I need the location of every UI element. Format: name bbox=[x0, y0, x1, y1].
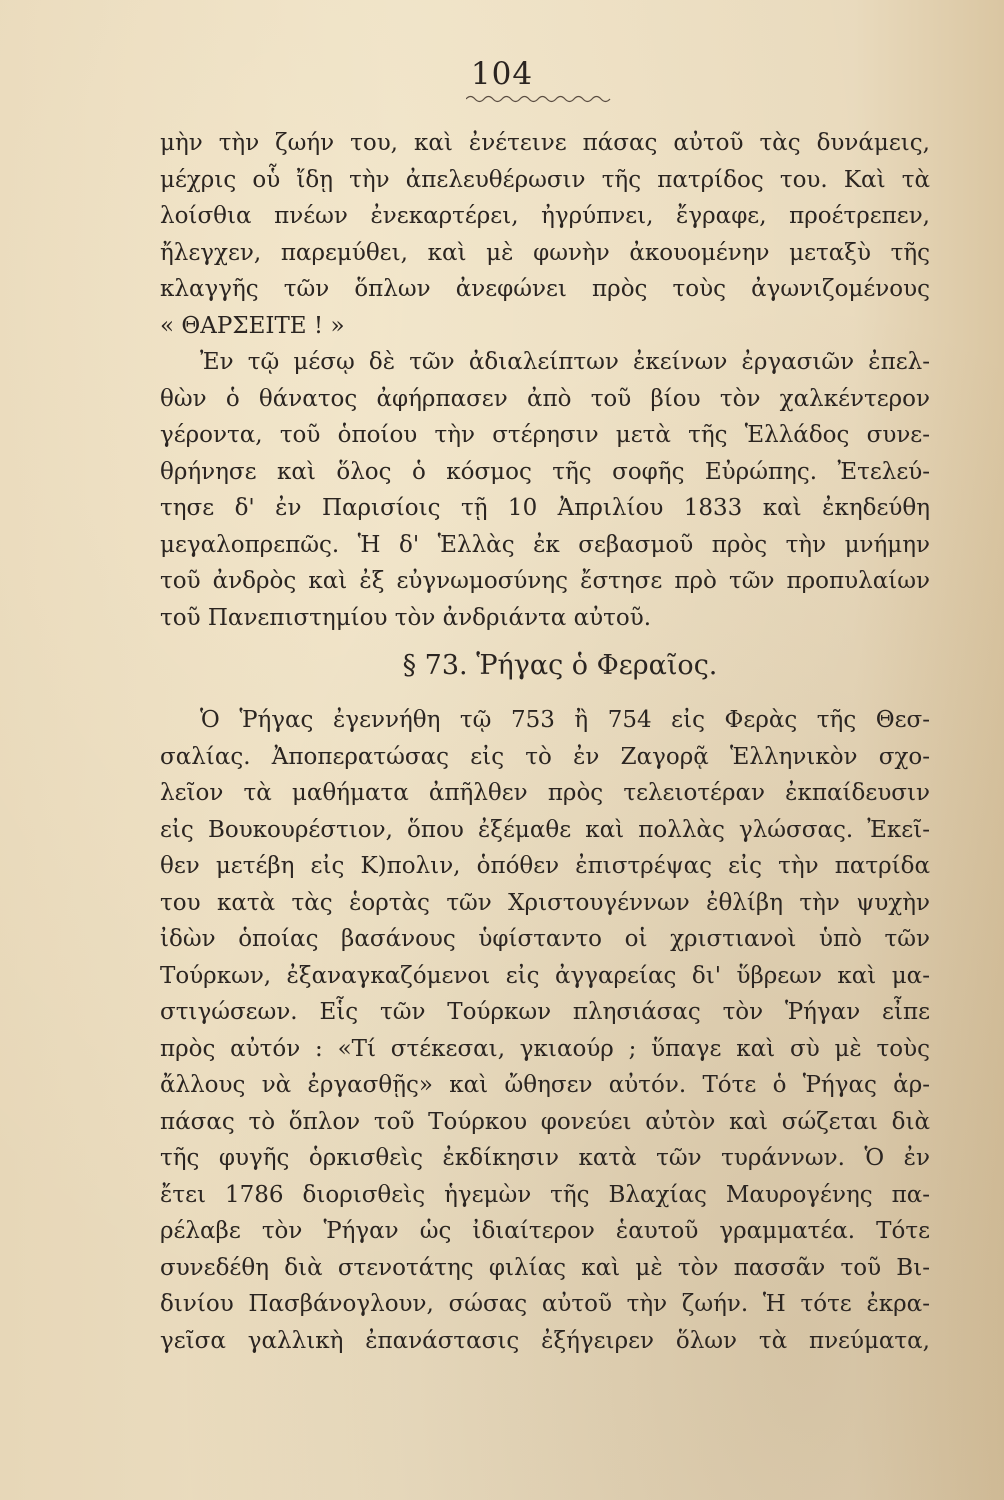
text-line: μεγαλοπρεπῶς. Ἡ δ' Ἑλλὰς ἐκ σεβασμοῦ πρὸς τὴν μνήμην bbox=[160, 531, 930, 558]
text-line: γέροντα, τοῦ ὁποίου τὴν στέρησιν μετὰ τῆς Ἑλλάδος συνε- bbox=[160, 422, 930, 448]
wavy-ornament bbox=[466, 92, 612, 106]
text-line: πάσας τὸ ὅπλον τοῦ Τούρκου φονεύει αὐτὸν καὶ σώζεται διὰ bbox=[160, 1108, 930, 1135]
paragraph-2 bbox=[160, 344, 930, 636]
text-line: δινίου Πασβάνογλουν, σώσας αὐτοῦ τὴν ζωήν. Ἡ τότε ἐκρα- bbox=[160, 1291, 930, 1317]
section-heading: § 73. Ῥήγας ὁ Φεραῖος. bbox=[402, 650, 718, 681]
text-line: θὼν ὁ θάνατος ἀφήρπασεν ἀπὸ τοῦ βίου τὸν χαλκέντερον bbox=[160, 385, 930, 412]
text-line: ἤλεγχεν, παρεμύθει, καὶ μὲ φωνὴν ἀκουομένην μεταξὺ τῆς bbox=[160, 239, 930, 266]
text-line: Ὁ Ῥήγας ἐγεννήθη τῷ 753 ἢ 754 εἰς Φερὰς τῆς Θεσ- bbox=[200, 707, 930, 733]
paragraph-3 bbox=[160, 702, 930, 1359]
text-line: μὴν τὴν ζωήν του, καὶ ἐνέτεινε πάσας αὐτοῦ τὰς δυνάμεις, bbox=[160, 130, 930, 156]
text-line: κλαγγῆς τῶν ὅπλων ἀνεφώνει πρὸς τοὺς ἀγωνιζομένους bbox=[160, 276, 930, 302]
text-line: τησε δ' ἐν Παρισίοις τῇ 10 Ἀπριλίου 1833 καὶ ἐκηδεύθη bbox=[160, 495, 930, 521]
text-line: τοῦ Πανεπιστημίου τὸν ἀνδριάντα αὐτοῦ. bbox=[160, 604, 652, 631]
text-line: ρέλαβε τὸν Ῥήγαν ὡς ἰδιαίτερον ἑαυτοῦ γραμματέα. Τότε bbox=[160, 1218, 930, 1244]
text-line: Τούρκων, ἐξαναγκαζόμενοι εἰς ἀγγαρείας δι' ὕβρεων καὶ μα- bbox=[160, 962, 930, 989]
text-line: ἔτει 1786 διορισθεὶς ἡγεμὼν τῆς Βλαχίας Μαυρογένης πα- bbox=[160, 1181, 930, 1208]
text-line: λεῖον τὰ μαθήματα ἀπῆλθεν πρὸς τελειοτέραν ἐκπαίδευσιν bbox=[160, 780, 930, 806]
text-line: λοίσθια πνέων ἐνεκαρτέρει, ἠγρύπνει, ἔγραφε, προέτρεπεν, bbox=[160, 203, 930, 229]
text-line: ἄλλους νὰ ἐργασθῇς» καὶ ὤθησεν αὐτόν. Τότε ὁ Ῥήγας ἁρ- bbox=[160, 1072, 930, 1098]
text-line: τοῦ ἀνδρὸς καὶ ἐξ εὐγνωμοσύνης ἔστησε πρὸ τῶν προπυλαίων bbox=[160, 568, 930, 594]
text-line: εἰς Βουκουρέστιον, ὅπου ἐξέμαθε καὶ πολλὰς γλώσσας. Ἐκεῖ- bbox=[160, 816, 930, 843]
text-line: πρὸς αὐτόν : «Τί στέκεσαι, γκιαούρ ; ὕπαγε καὶ σὺ μὲ τοὺς bbox=[160, 1035, 930, 1062]
page-number: 104 bbox=[470, 56, 534, 92]
text-line: συνεδέθη διὰ στενοτάτης φιλίας καὶ μὲ τὸν πασσᾶν τοῦ Βι- bbox=[160, 1254, 930, 1281]
text-line: τῆς φυγῆς ὁρκισθεὶς ἐκδίκησιν κατὰ τῶν τυράννων. Ὁ ἐν bbox=[160, 1145, 930, 1171]
text-line: σαλίας. Ἀποπερατώσας εἰς τὸ ἐν Ζαγορᾷ Ἑλληνικὸν σχο- bbox=[160, 743, 930, 770]
body-text bbox=[160, 125, 930, 1359]
paragraph-1 bbox=[160, 125, 930, 344]
text-line: ἰδὼν ὁποίας βασάνους ὑφίσταντο οἱ χριστιανοὶ ὑπὸ τῶν bbox=[160, 926, 930, 952]
text-line: γεῖσα γαλλικὴ ἐπανάστασις ἐξήγειρεν ὅλων τὰ πνεύματα, bbox=[160, 1327, 930, 1354]
text-line: στιγώσεων. Εἷς τῶν Τούρκων πλησιάσας τὸν Ῥήγαν εἶπε bbox=[160, 999, 930, 1025]
text-line: Ἐν τῷ μέσῳ δὲ τῶν ἀδιαλείπτων ἐκείνων ἐργασιῶν ἐπελ- bbox=[200, 349, 930, 375]
text-line: του κατὰ τὰς ἑορτὰς τῶν Χριστουγέννων ἐθλίβη τὴν ψυχὴν bbox=[160, 889, 930, 916]
text-line: « ΘΑΡΣΕΙΤΕ ! » bbox=[160, 312, 345, 339]
text-line: μέχρις οὗ ἴδῃ τὴν ἀπελευθέρωσιν τῆς πατρίδος του. Καὶ τὰ bbox=[160, 166, 930, 193]
text-line: θεν μετέβη εἰς Κ)πολιν, ὁπόθεν ἐπιστρέψας εἰς τὴν πατρίδα bbox=[160, 853, 930, 879]
text-line: θρήνησε καὶ ὅλος ὁ κόσμος τῆς σοφῆς Εὐρώπης. Ἐτελεύ- bbox=[160, 458, 930, 485]
